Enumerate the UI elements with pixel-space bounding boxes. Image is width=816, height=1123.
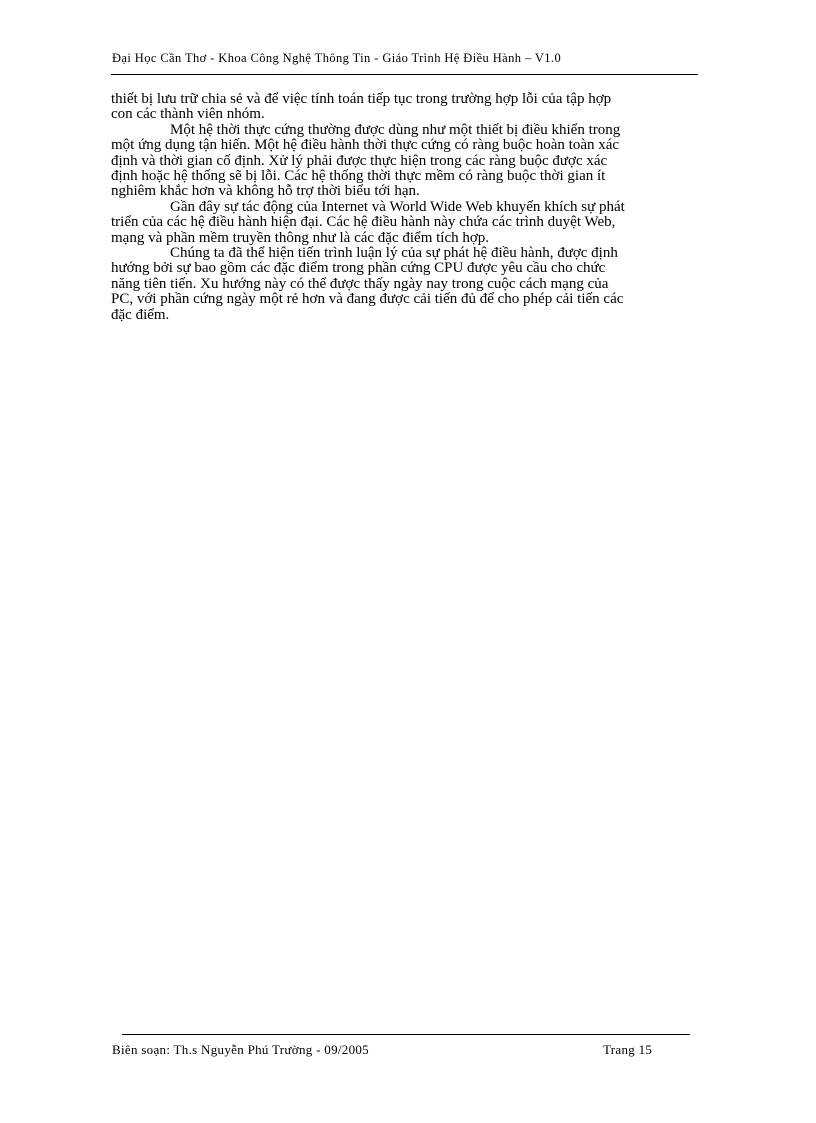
text-line: Một hệ thời thực cứng thường được dùng như một thiết bị điều khiển trong [170, 121, 621, 138]
header-rule [111, 74, 698, 75]
header-title: Đại Học Cần Thơ - Khoa Công Nghệ Thông Tin - Giáo Trình Hệ Điều Hành – V1.0 [112, 51, 562, 65]
text-line: Gần đây sự tác động của Internet và World Wide Web khuyến khích sự phát [170, 198, 625, 215]
text-line: hướng bởi sự bao gồm các đặc điểm trong phần cứng CPU được yêu cầu cho chức [111, 260, 606, 277]
text-line: định và thời gian cố định. Xử lý phải được thực hiện trong các ràng buộc được xác [111, 152, 608, 169]
text-line: thiết bị lưu trữ chia sẻ và để việc tính toán tiếp tục trong trường hợp lỗi của tập hợp [111, 91, 612, 107]
text-line: năng tiên tiến. Xu hướng này có thể được thấy ngày nay trong cuộc cách mạng của [111, 275, 609, 292]
text-line: Chúng ta đã thể hiện tiến trình luận lý của sự phát hệ điều hành, được định [170, 245, 618, 262]
text-line: con các thành viên nhóm. [111, 106, 265, 123]
paragraph-3 [111, 200, 701, 246]
paragraph-1 [111, 92, 701, 123]
text-line: mạng và phần mềm truyền thông như là các đặc điểm tích hợp. [111, 229, 490, 246]
footer-author: Biên soạn: Th.s Nguyễn Phú Trường - 09/2005 [112, 1042, 369, 1057]
text-line: PC, với phần cứng ngày một rẻ hơn và đang được cải tiến đủ để cho phép cải tiến các [111, 291, 624, 308]
text-line: nghiêm khắc hơn và không hỗ trợ thời biểu tới hạn. [111, 183, 420, 200]
footer-rule [122, 1034, 690, 1035]
document-body [111, 92, 701, 323]
page-header [112, 46, 698, 74]
page-number: Trang 15 [603, 1042, 653, 1057]
text-line: triển của các hệ điều hành hiện đại. Các hệ điều hành này chứa các trình duyệt Web, [111, 214, 616, 231]
paragraph-4 [111, 246, 701, 323]
paragraph-2 [111, 123, 701, 200]
text-line: một ứng dụng tận hiến. Một hệ điều hành thời thực cứng có ràng buộc hoàn toàn xác [111, 137, 620, 154]
text-line: định hoặc hệ thống sẽ bị lỗi. Các hệ thống thời thực mềm có ràng buộc thời gian ít [111, 168, 606, 185]
text-line: đặc điểm. [111, 306, 170, 323]
